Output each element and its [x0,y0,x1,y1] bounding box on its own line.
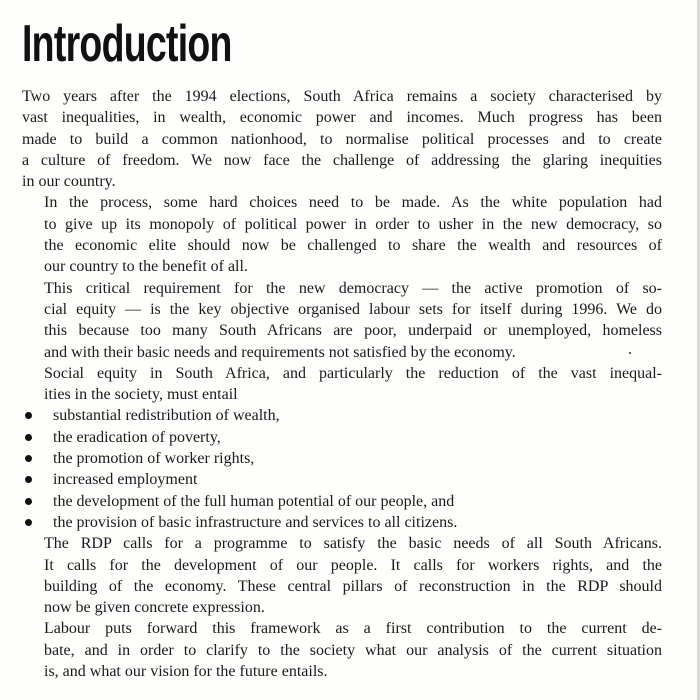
text-line: this because too many South Africans are poor, underpaid or unemployed, homeless [44,322,662,340]
text-line: in our country. [22,173,116,191]
text-line: building of the economy. These central pillars of reconstruction in the RDP should [44,577,662,595]
bullet-icon [25,476,32,483]
text-line: to give up its monopoly of political power in order to usher in the new democracy, so [44,215,662,233]
text-line: our country to the benefit of all. [44,258,248,276]
text-line: ities in the society, must entail [44,386,238,404]
list-item [22,427,662,448]
text-line: made to build a common nationhood, to normalise political processes and to create [22,130,662,148]
bullet-icon [25,434,32,441]
paragraph-5 [22,533,662,618]
text-line: now be given concrete expression. [44,599,265,617]
list-item [22,491,662,512]
text-line: and with their basic needs and requirements not satisfied by the economy. [44,343,516,361]
text-line: cial equity — is the key objective organised labour sets for itself during 1996. We do [44,300,662,318]
list-item [22,469,662,490]
paragraph-4 [22,363,662,406]
text-line: a culture of freedom. We now face the challenge of addressing the glaring inequities [22,151,662,169]
page-title: Introduction [22,15,232,73]
paragraph-6 [22,618,662,682]
text-line: The RDP calls for a programme to satisfy the basic needs of all South Africans. [44,535,662,553]
paragraph-3 [22,278,662,363]
list-item-text: the promotion of worker rights, [53,450,255,468]
list-item-text: the development of the full human potential of our people, and [53,492,455,510]
list-item-text: the eradication of poverty, [53,428,221,446]
print-speck [629,352,631,354]
list-item-text: the provision of basic infrastructure and services to all citizens. [53,513,458,531]
list-item [22,512,662,533]
paragraph-2 [22,192,662,277]
bullet-icon [25,498,32,505]
text-line: Two years after the 1994 elections, South Africa remains a society characterised by [22,88,662,105]
body-text [22,86,662,682]
text-line: bate, and in order to clarify to the society what our analysis of the current situation [44,641,662,659]
text-line: In the process, some hard choices need to be made. As the white population had [44,194,662,212]
list-item [22,405,662,426]
paragraph-1 [22,86,662,192]
list-item-text: increased employment [53,471,198,489]
list-item-text: substantial redistribution of wealth, [53,407,280,425]
text-line: Labour puts forward this framework as a first contribution to the current de- [44,620,662,638]
list-item [22,448,662,469]
text-line: vast inequalities, in wealth, economic power and incomes. Much progress has been [22,109,662,127]
text-line: This critical requirement for the new democracy — the active promotion of so- [44,279,662,297]
bullet-icon [25,455,32,462]
bullet-icon [25,519,32,526]
text-line: Social equity in South Africa, and particularly the reduction of the vast inequal- [44,364,662,382]
bullet-icon [25,412,32,419]
bullet-list [22,405,662,533]
text-line: is, and what our vision for the future entails. [44,663,328,681]
text-line: the economic elite should now be challenged to share the wealth and resources of [44,237,662,255]
text-line: It calls for the development of our people. It calls for workers rights, and the [44,556,662,574]
